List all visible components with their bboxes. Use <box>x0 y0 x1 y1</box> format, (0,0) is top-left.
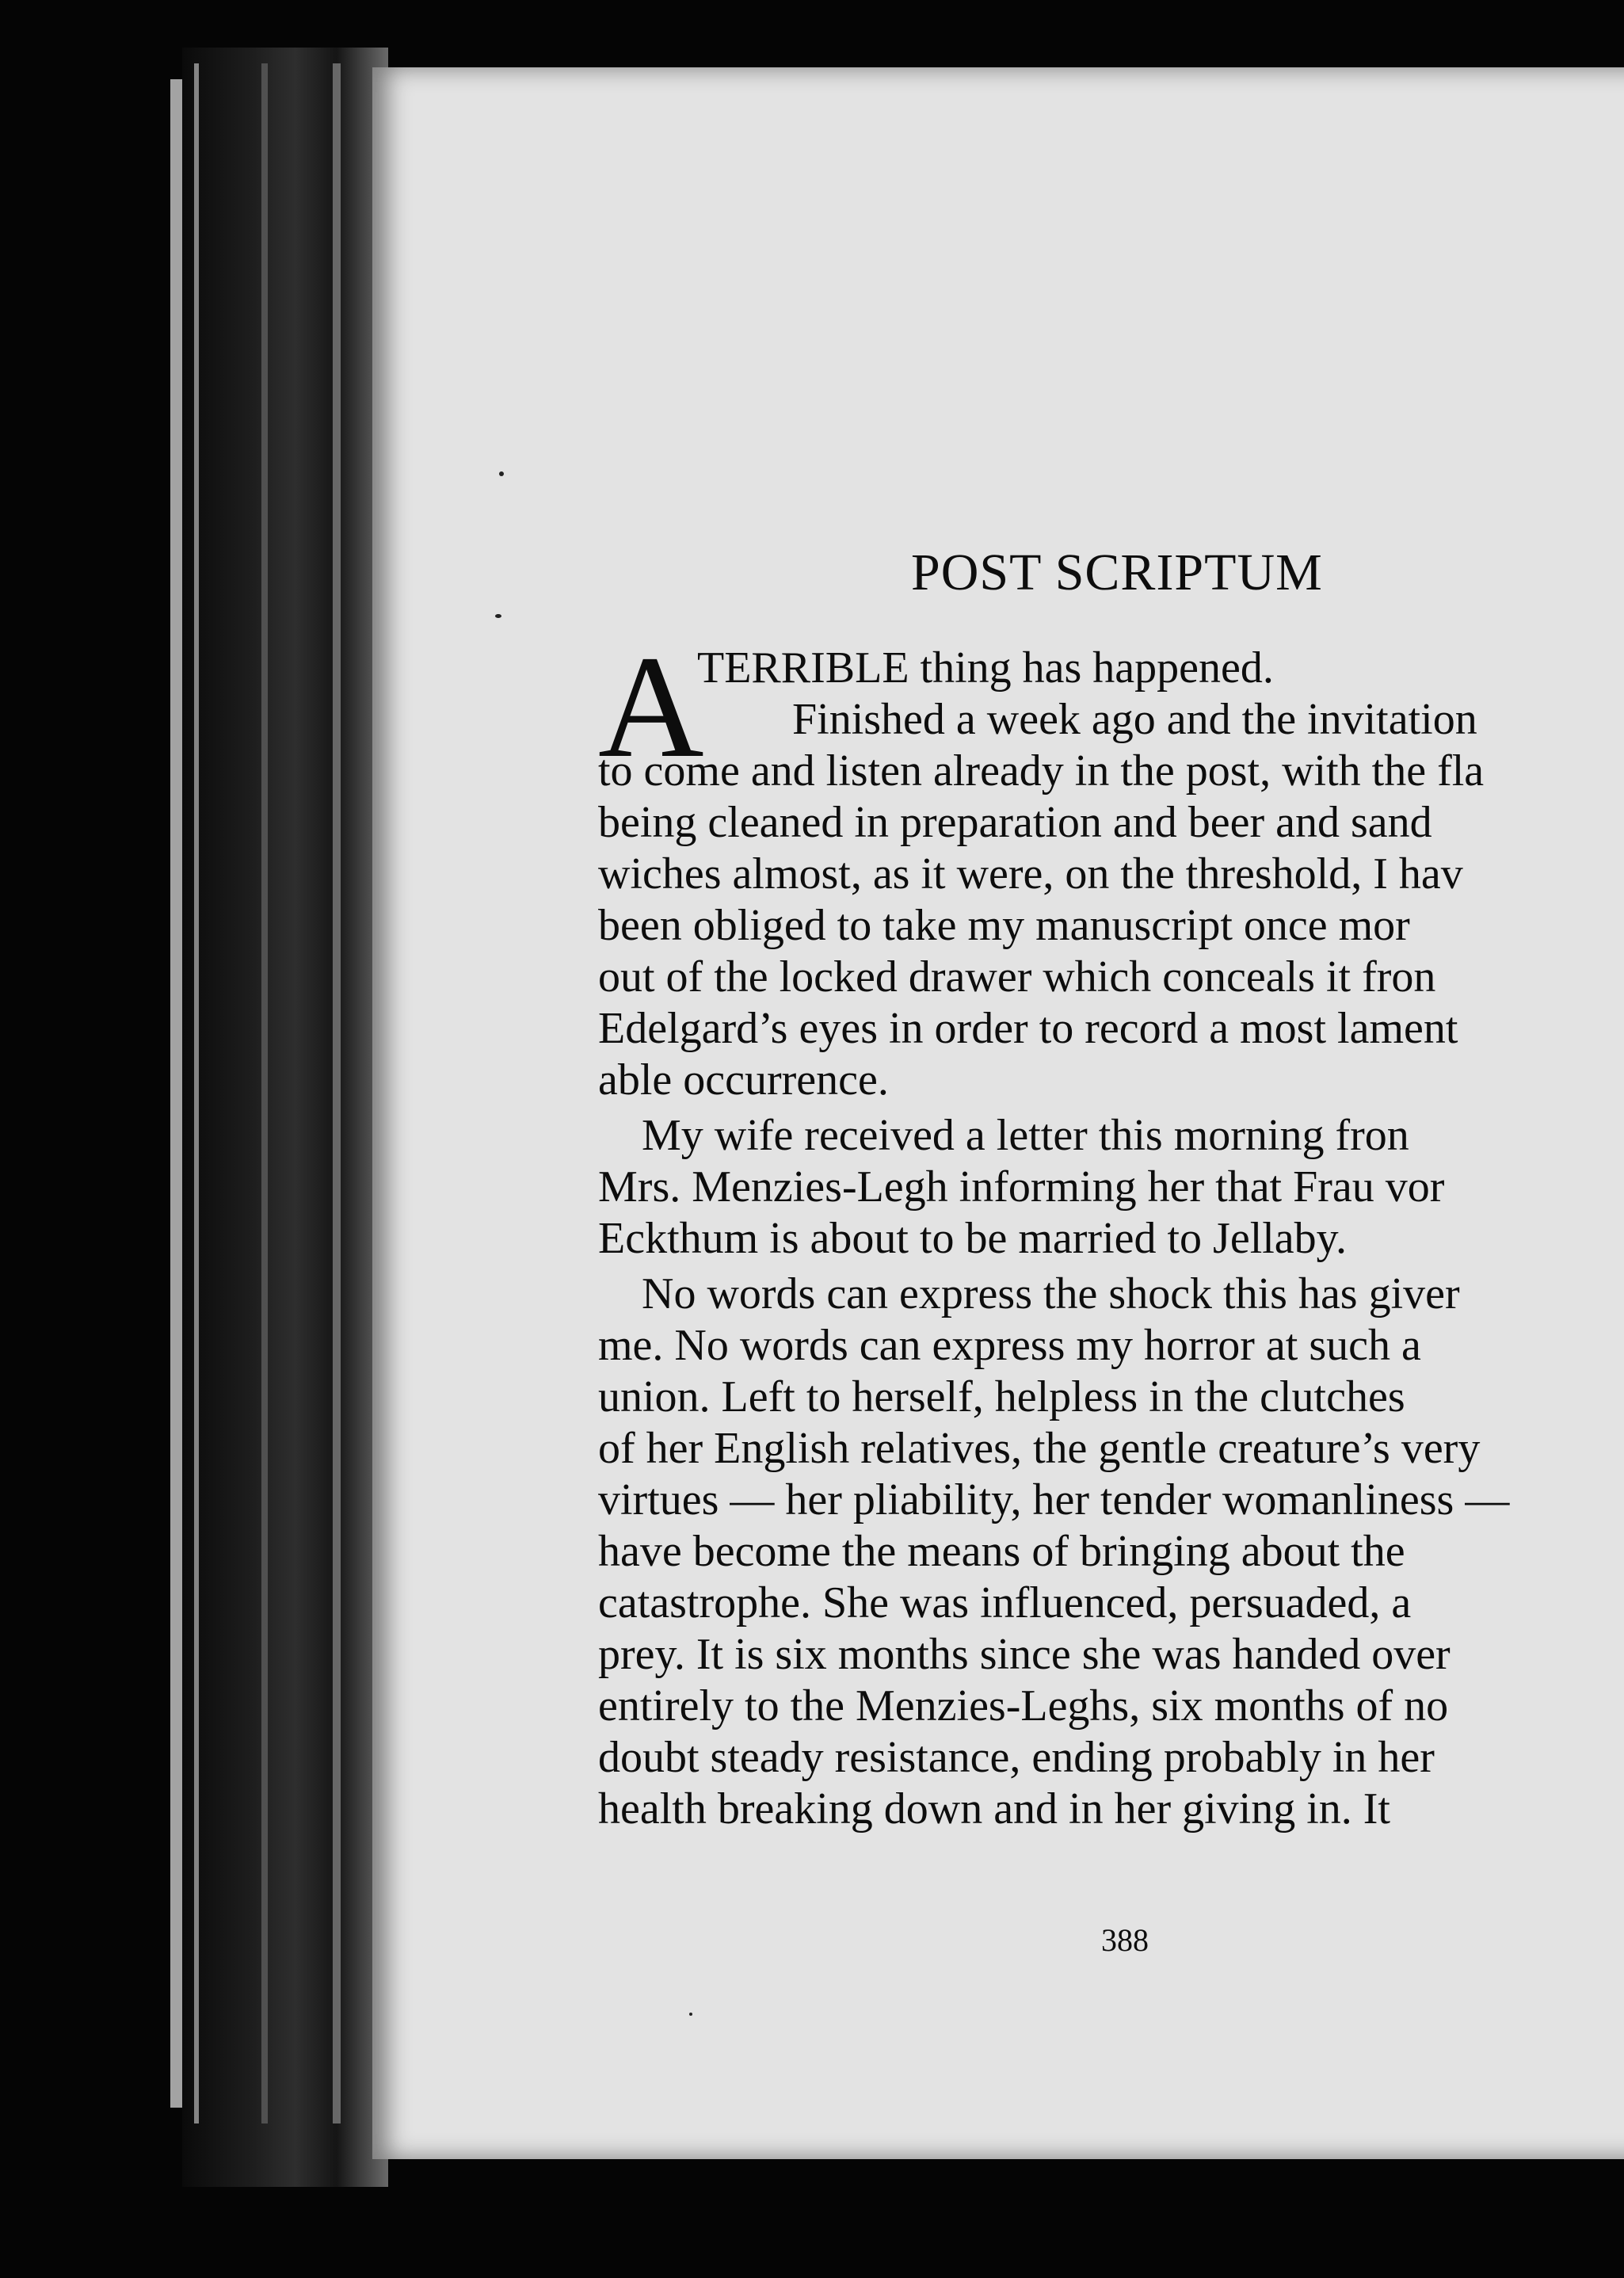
text-line: doubt steady resistance, ending probably in her <box>598 1733 1435 1782</box>
text-line: health breaking down and in her giving in. It <box>598 1784 1390 1833</box>
scan-speck <box>689 2013 692 2016</box>
text-line: wiches almost, as it were, on the threshold, I hav <box>598 849 1463 899</box>
text-line: of her English relatives, the gentle creature’s very <box>598 1424 1481 1473</box>
page-edge-stripe <box>194 63 199 2123</box>
text-line: Finished a week ago and the invitation <box>792 695 1477 744</box>
book-fore-edge <box>182 48 388 2187</box>
scan-speck <box>499 471 504 476</box>
page-edge-stripe <box>261 63 268 2123</box>
text-line: My wife received a letter this morning fron <box>642 1111 1409 1160</box>
text-line: have become the means of bringing about the <box>598 1527 1405 1576</box>
text-line: me. No words can express my horror at such a <box>598 1321 1421 1370</box>
text-line: catastrophe. She was influenced, persuaded, a <box>598 1578 1412 1627</box>
text-line: virtues — her pliability, her tender womanliness — <box>598 1475 1510 1524</box>
text-line: union. Left to herself, helpless in the clutches <box>598 1372 1405 1421</box>
book-page <box>372 67 1624 2159</box>
text-line: out of the locked drawer which conceals it fron <box>598 952 1436 1002</box>
text-line: Edelgard’s eyes in order to record a most lament <box>598 1004 1458 1053</box>
text-line: TERRIBLE thing has happened. <box>697 643 1274 693</box>
page-edge-stripe <box>333 63 341 2123</box>
text-line: Mrs. Menzies-Legh informing her that Frau vor <box>598 1162 1445 1211</box>
text-line: been obliged to take my manuscript once mor <box>598 901 1410 950</box>
text-line: entirely to the Menzies-Leghs, six months of no <box>598 1681 1449 1730</box>
text-line: No words can express the shock this has giver <box>642 1269 1460 1318</box>
text-line: being cleaned in preparation and beer and sand <box>598 798 1432 847</box>
page-number: 388 <box>1101 1922 1149 1958</box>
scan-speck <box>495 614 501 618</box>
text-line: to come and listen already in the post, with the fla <box>598 746 1485 796</box>
text-line: prey. It is six months since she was handed over <box>598 1630 1451 1679</box>
text-line: Eckthum is about to be married to Jellaby. <box>598 1214 1348 1263</box>
chapter-heading: POST SCRIPTUM <box>911 544 1323 601</box>
text-line: able occurrence. <box>598 1055 889 1105</box>
drop-cap-letter: A <box>598 626 704 788</box>
